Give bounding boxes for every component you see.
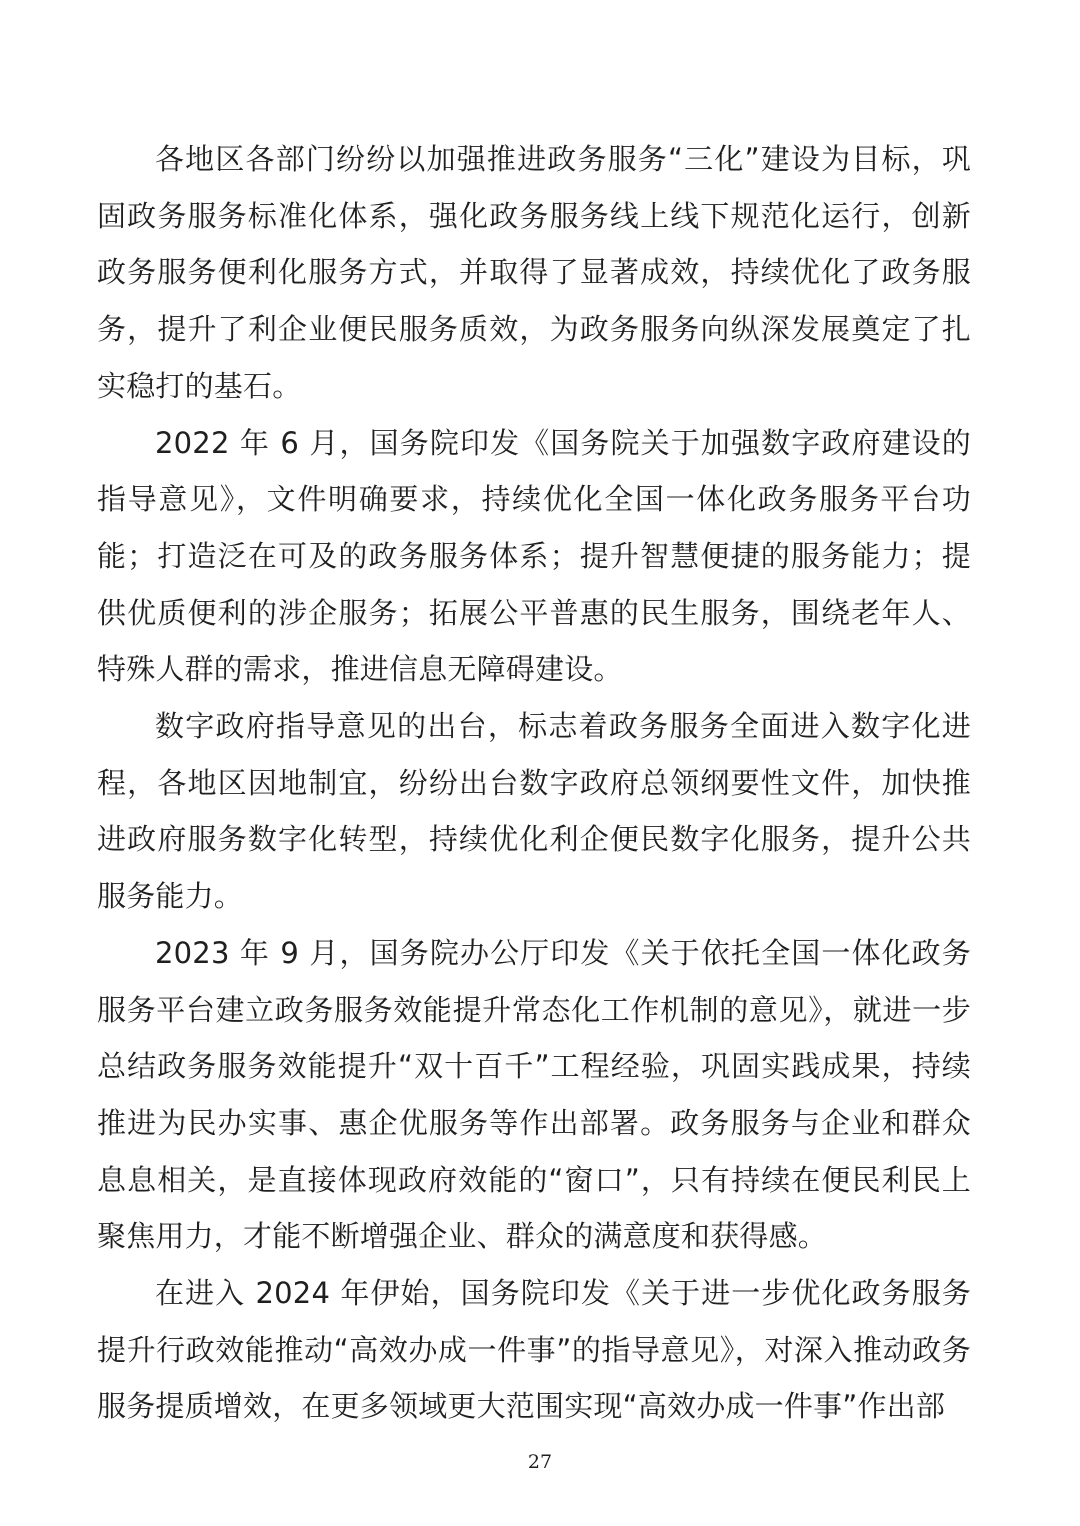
paragraph-4: 2023 年 9 月，国务院办公厅印发《关于依托全国一体化政务服务平台建立政务服务效能提升常态化工作机制的意见》，就进一步总结政务服务效能提升“双十百千”工程经验，巩固实践成果，持续推进为民办实事、惠企优服务等作出部署。政务服务与企业和群众息息相关，是直接体现政府效能的“窗口”，只有持续在便民利民上聚焦用力，才能不断增强企业、群众的满意度和获得感。 [97, 935, 971, 1254]
paragraph-1: 各地区各部门纷纷以加强推进政务服务“三化”建设为目标，巩固政务服务标准化体系，强化政务服务线上线下规范化运行，创新政务服务便利化服务方式，并取得了显著成效，持续优化了政务服务，提升了利企业便民服务质效，为政务服务向纵深发展奠定了扎实稳打的基石。 [97, 142, 971, 403]
paragraph-5: 在进入 2024 年伊始，国务院印发《关于进一步优化政务服务提升行政效能推动“高效办成一件事”的指导意见》，对深入推动政务服务提质增效，在更多领域更大范围实现“高效办成一件事”作出部 [97, 1276, 971, 1424]
paragraph-2: 2022 年 6 月，国务院印发《国务院关于加强数字政府建设的指导意见》，文件明确要求，持续优化全国一体化政务服务平台功能；打造泛在可及的政务服务体系；提升智慧便捷的服务能力；提供优质便利的涉企服务；拓展公平普惠的民生服务，围绕老年人、特殊人群的需求，推进信息无障碍建设。 [97, 425, 971, 687]
paragraph-3: 数字政府指导意见的出台，标志着政务服务全面进入数字化进程，各地区因地制宜，纷纷出台数字政府总领纲要性文件，加快推进政府服务数字化转型，持续优化利企便民数字化服务，提升公共服务能力。 [97, 709, 971, 914]
body-text [97, 131, 971, 1435]
page-number: 27 [527, 1451, 553, 1473]
